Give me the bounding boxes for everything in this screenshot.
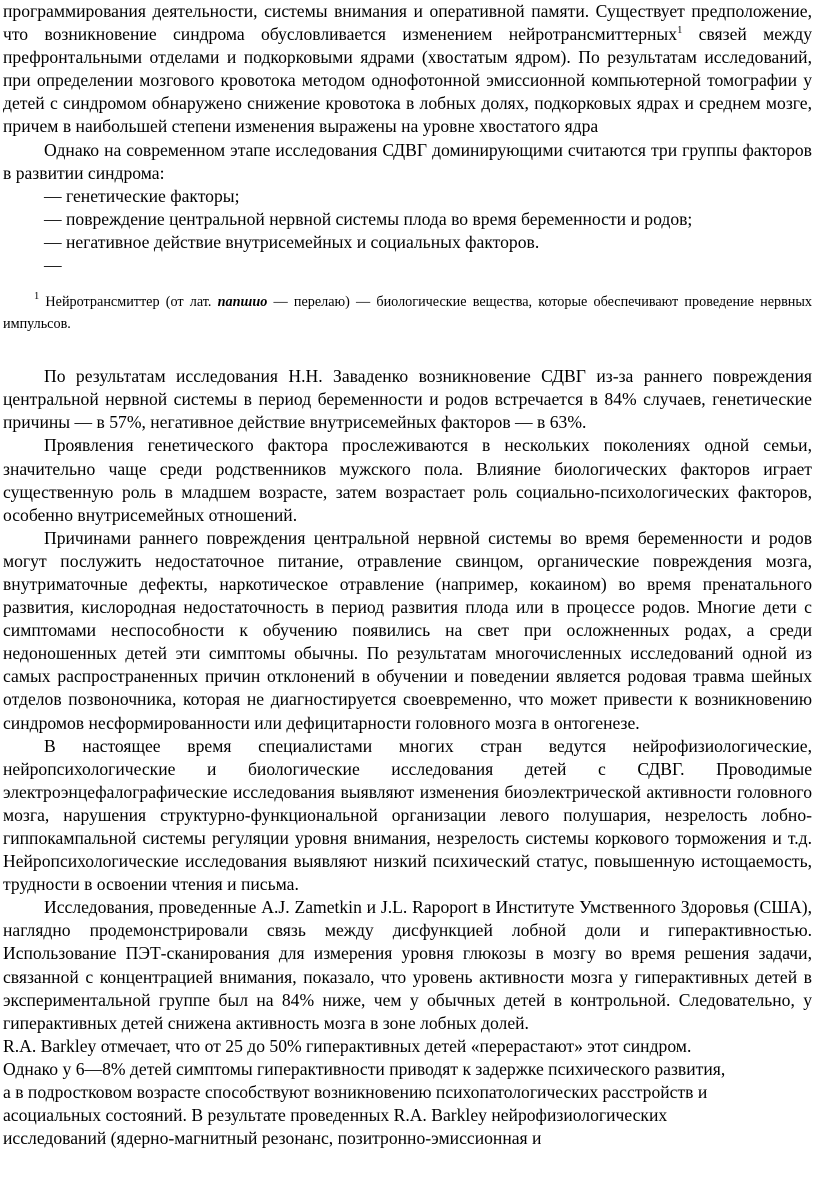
paragraph-text: программирования деятельности, системы внимания и оперативной памяти. Существует предположение, что возникновение синдрома обусловливается изменением нейротрансмиттерных (3, 1, 812, 45)
list-item-genetic: — генетические факторы; (44, 185, 240, 206)
footnote-reference: 1 (677, 25, 683, 37)
footnote-latin-term: папшио (217, 294, 268, 311)
footnote-text: Нейротрансмиттер (от лат. (39, 294, 218, 311)
paragraph-research: В настоящее время специалистами многих стран ведутся нейрофизиологические, нейропсихологические и биологические исследования детей с СДВГ. Проводимые электроэнцефалографические исследования выявляют изменения биоэлектрической активности головного мозга, нарушения структурно-функциональной организации левого полушария, незрелость лобно-гиппокампальной системы регуляции уровня внимания, незрелость системы коркового торможения и т.д. Нейропсихологические исследования выявляют низкий психический статус, повышенную истощаемость, трудности в освоении чтения и письма. (3, 735, 812, 895)
paragraph-factors-intro: Однако на современном этапе исследования СДВГ доминирующими считаются три группы факторов в развитии синдрома: (3, 139, 812, 183)
line-barkley-2: Однако у 6—8% детей симптомы гиперактивности приводят к задержке психического развития, (3, 1058, 726, 1079)
list-item-social: — негативное действие внутрисемейных и социальных факторов. (44, 231, 540, 252)
footnote-mark: 1 (34, 291, 40, 303)
paragraph-text-continued: связей между префронтальными отделами и подкорковыми ядрами (хвостатым ядром). По результатам исследований, при определении мозгового кровотока методом однофотонной эмиссионной компьютерной томографии у детей с синдромом обнаружено снижение кровотока в лобных долях, подкорковых ядрах и среднем мозге, причем в наибольшей степени изменения выражены на уровне хвостатого ядра (3, 24, 812, 137)
footnote (3, 291, 812, 335)
line-barkley-3: а в подростковом возрасте способствуют возникновению психопатологических расстройств и (3, 1082, 708, 1103)
line-barkley-4: асоциальных состояний. В результате проведенных R.A. Barkley нейрофизиологических (3, 1105, 668, 1126)
paragraph-zametkin: Исследования, проведенные A.J. Zametkin и J.L. Rapoport в Институте Умственного Здоровья (США), наглядно продемонстрировали связь между дисфункцией лобной доли и гиперактивностью. Использование ПЭТ-сканирования для измерения уровня глюкозы в мозгу во время решения задачи, связанной с концентрацией внимания, показало, что уровень активности мозга у гиперактивных детей в экспериментальной группе был на 84% ниже, чем у обычных детей в контрольной. Следовательно, у гиперактивных детей снижена активность мозга в зоне лобных долей. (3, 897, 812, 1033)
section-gap (3, 335, 812, 365)
list-item-cns-damage: — повреждение центральной нервной системы плода во время беременности и родов; (44, 208, 693, 229)
list-item-empty: — (44, 255, 62, 276)
paragraph-neurotransmitter (3, 0, 812, 139)
line-barkley-1: R.A. Barkley отмечает, что от 25 до 50% гиперактивных детей «перерастают» этот синдром. (3, 1035, 692, 1056)
paragraph-genetic-factor: Проявления генетического фактора прослеживаются в нескольких поколениях одной семьи, значительно чаще среди родственников мужского пола. Влияние биологических факторов играет существенную роль в младшем возрасте, затем возрастает роль социально-психологических факторов, особенно внутрисемейных отношений. (3, 435, 812, 525)
paragraph-early-damage: Причинами раннего повреждения центральной нервной системы во время беременности и родов могут послужить недостаточное питание, отравление свинцом, органические повреждения мозга, внутриматочные дефекты, наркотическое отравление (например, кокаином) во время пренатального развития, кислородная недостаточность в период развития плода или в процессе родов. Многие дети с симптомами неспособности к обучению появились на свет при осложненных родах, а среди недоношенных детей эти симптомы обычны. По результатам многочисленных исследований одной из самых распространенных причин отклонений в обучении и поведении является родовая травма шейных отделов позвоночника, которая не диагностируется своевременно, что может привести к возникновению синдромов несформированности или дефицитарности головного мозга в онтогенезе. (3, 527, 812, 733)
line-barkley-5: исследований (ядерно-магнитный резонанс, позитронно-эмиссионная и (3, 1128, 542, 1149)
paragraph-zavadenko: По результатам исследования Н.Н. Заваденко возникновение СДВГ из-за раннего повреждения центральной нервной системы в период беременности и родов встречается в 84% случаев, генетические причины — в 57%, негативное действие внутрисемейных факторов — в 63%. (3, 366, 812, 433)
footnote-text-continued: — перелаю) — биологические вещества, которые обеспечивают проведение нервных импульсов. (3, 294, 813, 333)
